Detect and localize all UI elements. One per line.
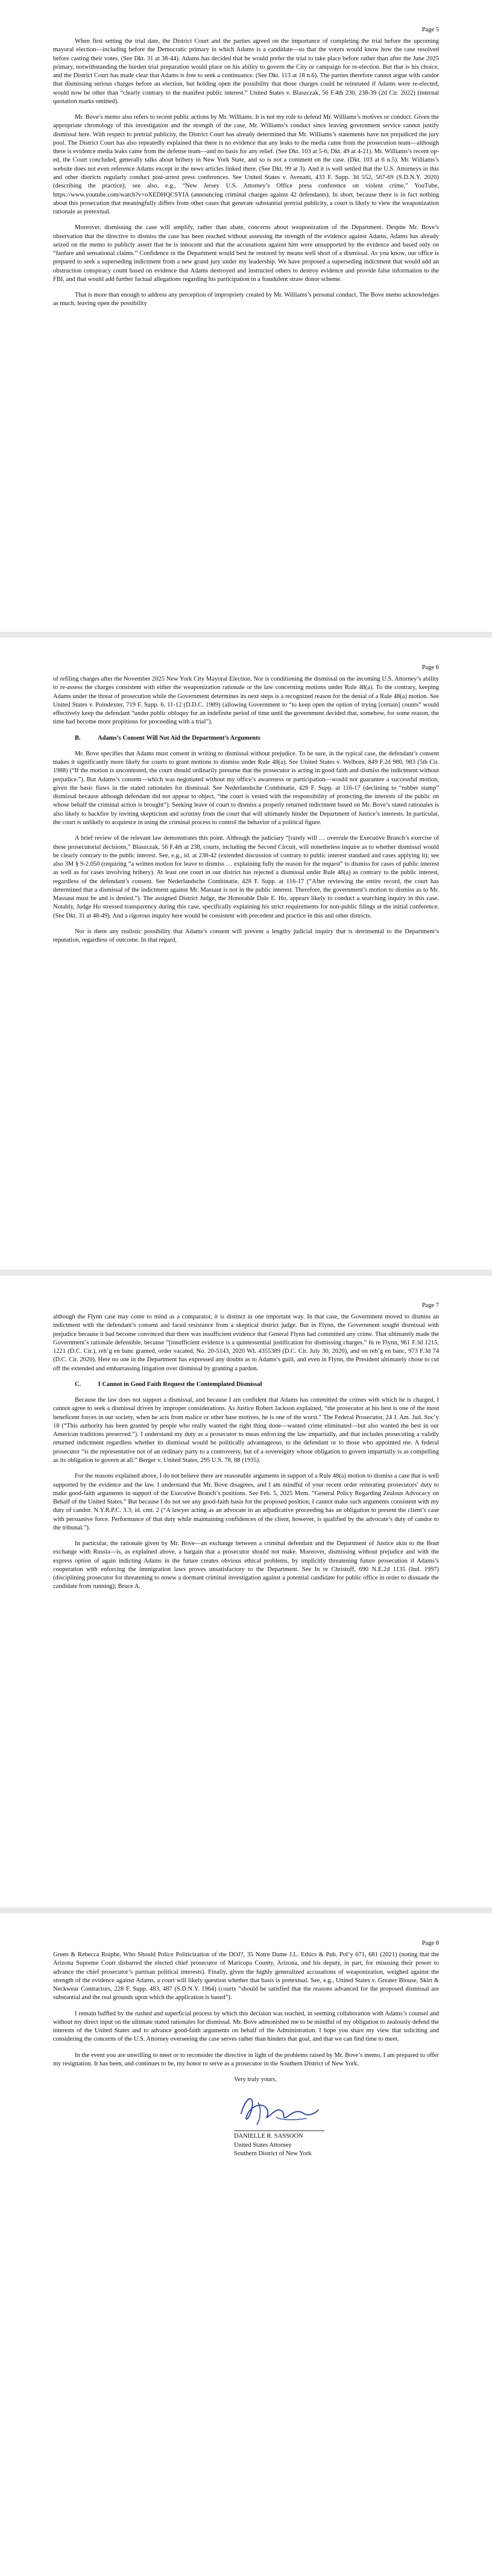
body-paragraph: In particular, the rationale given by Mr. Bove—an exchange between a criminal defendant and the Department of Justice akin to the Bout exchange with Russia—is, as explained above, a bargain that a prosecutor should not make. Moreover, dismissing without prejudice and with the express option of again indicting Adams in the future creates obvious ethical problems, by implicitly threatening future prosecution if Adams’s cooperation with enforcing the immigration laws proves unsatisfactory to the Department. See In re Christoff, 690 N.E.2d 1135 (Ind. 1997) (disciplining prosecutor for threatening to renew a dormant criminal investigation against a potential candidate for public office in order to dissuade the candidate from running); Bruce A. — [53, 1540, 439, 1590]
section-title: Adams’s Consent Will Not Aid the Department’s Arguments — [98, 734, 260, 742]
document-page — [0, 638, 492, 1270]
signature-line — [234, 2130, 324, 2131]
body-paragraph: although the Flynn case may come to mind as a comparator, it is distinct in one important way. In that case, the Government moved to dismiss an indictment with the defendant’s consent and faced resistance from a skeptical district judge. But in Flynn, the Government sought dismissal with prejudice because it had become convinced that there was insufficient evidence that General Flynn had committed any crime. That ultimately made the Government’s rationale defensible, because “[insufficient evidence is a quintessential justification for dismissing charges.” In re Flynn, 961 F.3d 1215, 1221 (D.C. Cir.), reh’g en banc granted, order vacated, No. 20-5143, 2020 WL 4355389 (D.C. Cir. July 30, 2020), and on reh’g en banc, 973 F.3d 74 (D.C. Cir. 2020). Here no one in the Department has expressed any doubts as to Adams’s guilt, and even in Flynn, the President ultimately chose to cut off the extended and embarrassing litigation over dismissal by granting a pardon. — [53, 1314, 439, 1372]
page-number: Page 6 — [421, 664, 439, 671]
signer-name: DANIELLE R. SASSOON — [234, 2132, 303, 2140]
section-heading — [53, 734, 439, 743]
signature-block — [234, 2076, 439, 2159]
document-page — [0, 1913, 492, 2576]
section-letter: B. — [75, 734, 81, 742]
document-page — [0, 1276, 492, 1907]
body-paragraph: A brief review of the relevant law demonstrates this point. Although the judiciary “[rarely will … overrule the Executive Branch’s exercise of these prosecutorial decisions,” Blaszczak, 56 F.4th at 238, courts, including the Second Circuit, will nonetheless inquire as to whether dismissal would be clearly contrary to the public interest. See, e.g., id. at 238-42 (extended discussion of contrary to public interest standard and cases applying it); see also 3M § 9-2.050 (requiring “a written motion for leave to dismiss … explaining fully the reason for the request” to dismiss for cases of public interest as well as for cases involving bribery). At least one court in our district has rejected a dismissal under Rule 48(a) as contrary to the public interest, regardless of the defendant’s consent. See Nederlandsche Combinatie, 428 F. Supp. at 116-17 (“After reviewing the entire record, the court has determined that a dismissal of the indictment against Mr. Massaut is not in the public interest. Therefore, the government’s motion to dismiss as to Mr. Massaut must be and is denied.”). The assigned District Judge, the Honorable Dale E. Ho, appears likely to conduct a searching inquiry in this case. Notably, Judge Ho stressed transparency during this case, specifically explaining his strict requirements for non-public filings at the initial conference. (See Dkt. 31 at 48-49). And a rigorous inquiry here would be consistent with precedent and practice in this and other districts. — [53, 835, 439, 919]
section-title: I Cannot in Good Faith Request the Contemplated Dismissal — [98, 1381, 262, 1388]
body-paragraph: Green & Rebecca Roiphe, Who Should Police Politicization of the DOJ?, 35 Notre Dame J.L. Ethics & Pub. Pol’y 671, 681 (2021) (noting that the Arizona Supreme Court disbarred the elected chief prosecutor of Maricopa County, Arizona, and his deputy, in part, for misusing their power to advance the chief prosecutor’s partisan political interests). Finally, given the highly generalized accusations of weaponization, weighed against the strength of the evidence against Adams, a court will likely question whether that basis is pretextual. See, e.g., United States v. Greater Blouse, Skirt & Neckwear Contractors, 228 F. Supp. 483, 487 (S.D.N.Y. 1964) (courts “should be satisfied that the reasons advanced for the proposed dismissal are substantial and the real grounds upon which the application is based”). — [53, 1951, 439, 2001]
document-page — [0, 0, 492, 632]
body-paragraph: Nor is there any realistic possibility that Adams’s consent will prevent a lengthy judicial inquiry that is detrimental to the Department’s reputation, regardless of outcome. In that regard, — [53, 928, 439, 944]
body-paragraph: I remain baffled by the rushed and superficial process by which this decision was reached, in seeming collaboration with Adams’s counsel and without my direct input on the ultimate stated rationales for dismissal. Mr. Bove admonished me to be mindful of my obligation to zealously defend the interests of the United States and to advance good-faith arguments on behalf of the Administration. I hope you share my view that soliciting and considering the concerns of the U.S. Attorney overseeing the case serves rather than hinders that goal, and that we can find time to meet. — [53, 2010, 439, 2043]
handwritten-signature — [234, 2089, 439, 2128]
signer-office: Southern District of New York — [234, 2150, 312, 2158]
body-paragraph: For the reasons explained above, I do not believe there are reasonable arguments in support of a Rule 48(a) motion to dismiss a case that is well supported by the evidence and the law. I understand that Mr. Bove disagrees, and I am mindful of your recent order reiterating prosecutors’ duty to make good-faith arguments in support of the Executive Branch’s positions. See Feb. 5, 2025 Mem. “General Policy Regarding Zealous Advocacy on Behalf of the United States.” But because I do not see any good-faith basis for the proposed position, I cannot make such arguments consistent with my duty of candor. N.Y.R.P.C. 3.3; id. cmt. 2 (“A lawyer acting as an advocate in an adjudicative proceeding has an obligation to present the client’s case with persuasive force. Performance of that duty while maintaining confidences of the client, however, is qualified by the advocate’s duty of candor to the tribunal.”). — [53, 1473, 439, 1531]
page-number: Page 8 — [421, 1940, 439, 1947]
section-heading — [53, 1381, 439, 1389]
body-paragraph: of refiling charges after the November 2025 New York City Mayoral Election. Nor is conditioning the dismissal on the incoming U.S. Attorney’s ability to re-assess the charges consistent with either the weaponization rationale or the law concerning motions under Rule 48(a). To the contrary, keeping Adams under the threat of prosecution while the Government determines its next steps is a recognized reason for the denial of a Rule 48(a) motion. See United States v. Poindexter, 719 F. Supp. 6, 11-12 (D.D.C. 1989) (allowing Government to “to keep open the option of trying [certain] counts” would effectively keep the defendant “under public obloquy for an indefinite period of time until the government decided that, somehow, for some reason, the time had become more propitious for proceeding with a trial”). — [53, 676, 439, 726]
body-paragraph: Because the law does not support a dismissal, and because I am confident that Adams has committed the crimes with which he is charged, I cannot agree to seek a dismissal driven by improper considerations. As Justice Robert Jackson explained, “the prosecutor at his best is one of the most beneficent forces in our society, when he acts from malice or other base motives, he is one of the worst.” The Federal Prosecutor, 24 J. Am. Jud. Soc’y 18 (“This authority has been granted by people who really wanted the right thing done—wanted crime eliminated—but also wanted the best in our American traditions preserved.”). I understand my duty as a prosecutor to mean enforcing the law impartially, and that includes prosecuting a validly returned indictment regardless whether its dismissal would be politically advantageous, to the defendant or to those who appointed me. A federal prosecutor “is the representative not of an ordinary party to a controversy, but of a sovereignty whose obligation to govern impartially is as compelling as its obligation to govern at all.” Berger v. United States, 295 U.S. 78, 88 (1935). — [53, 1397, 439, 1464]
signer-title: United States Attorney — [234, 2141, 292, 2149]
body-paragraph: That is more than enough to address any perception of impropriety created by Mr. Williams’s personal conduct. The Bove memo acknowledges as much, leaving open the possibility — [53, 292, 439, 307]
body-paragraph: Moreover, dismissing the case will amplify, rather than abate, concerns about weaponization of the Department. Despite Mr. Bove’s observation that the directive to dismiss the case has been reached without assessing the strength of the evidence against Adams, Adams has already seized on the memo to publicly assert that he is innocent and that the accusations against him were unsupported by the evidence and based only on “fanfare and sensational claims.” Confidence in the Department would best be restored by means well short of a dismissal. As you know, our office is prepared to seek a superseding indictment from a new grand jury under my leadership. We have proposed a superseding indictment that would add an obstruction conspiracy count based on evidence that Adams destroyed and instructed others to destroy evidence and provide false information to the FBI, and that would add further factual allegations regarding his participation in a fraudulent straw donor scheme. — [53, 224, 439, 283]
page-number: Page 7 — [421, 1302, 439, 1309]
page-number: Page 5 — [421, 27, 439, 33]
body-paragraph: Mr. Bove specifies that Adams must consent in writing to dismissal without prejudice. To be sure, in the typical case, the defendant’s consent makes it significantly more likely for courts to grant motions to dismiss under Rule 48(a). See United States v. Welborn, 849 F.2d 980, 983 (5th Cir. 1988) (“If the motion is uncontested, the court should ordinarily presume that the prosecutor is acting in good faith and dismiss the indictment without prejudice.”). But Adams’s consent—which was negotiated without my office’s awareness or participation—would not guarantee a successful motion, given the basic flaws in the stated rationales for dismissal. See Nederlandsche Combinatie, 428 F. Supp. at 116-17 (declining to “rubber stamp” dismissal because although defendant did not appear to object, “the court is vested with the responsibility of protecting the interests of the public on whose behalf the criminal action is brought”). Seeking leave of court to dismiss a properly returned indictment based on Mr. Bove’s stated rationales is also likely to backfire by inviting skepticism and scrutiny from the court that will ultimately hinder the Department of Justice’s interests. In particular, the court is unlikely to acquiesce in using the criminal process to control the behavior of a political figure. — [53, 750, 439, 826]
section-letter: C. — [75, 1381, 81, 1388]
body-paragraph: Mr. Bove’s memo also refers to recent public actions by Mr. Williams. It is not my role to defend Mr. Williams’s motives or conduct. Given the appropriate chronology of this investigation and the strength of the case, Mr. Williams’s conduct since leaving government service cannot justify dismissal here. With respect to pretrial publicity, the District Court has already determined that Mr. Williams’s statements have not prejudiced the jury pool. The District Court has also repeatedly explained that there is no evidence that any leaks to the media came from the prosecution team—although there is evidence media leaks came from the defense team—and no basis for any relief. (See Dkt. 103 at 5-6; Dkt. 49 at 4-21). Mr. Williams’s recent op-ed, the Court concluded, generally talks about bribery in New York State, and so is not a comment on the case. (Dkt. 103 at 6 n.5). Mr. Williams’s website does not even reference Adams except in the news articles linked there. (See Dkt. 99 at 3). And it is well settled that the U.S. Attorneys in this and other districts regularly conduct post-arrest press conferences. See United States v. Avenatti, 433 F. Supp. 3d 552, 567-69 (S.D.N.Y. 2020) (describing the practice); see also, e.g., “New Jersey U.S. Attorney’s Office press conference on violent crime,” YouTube, https://www.youtube.com/watch?v=oXEDHQCSYIA (announcing criminal charges against 42 defendants). In short, because there is in fact nothing about this prosecution that meaningfully differs from other cases that generate substantial pretrial publicity, a court is likely to view the weaponization rationale as pretextual. — [53, 114, 439, 216]
body-paragraph: When first setting the trial date, the District Court and the parties agreed on the importance of completing the trial before the upcoming mayoral election—including before the Democratic primary in which Adams is a candidate—so that the voters would know how the case resolved before casting their votes. (See Dkt. 31 at 38-44). Adams has decided that he would prefer the trial to take place before rather than after the June 2025 primary, notwithstanding the burden trial preparation would place on his ability to govern the City or campaign for re-election. But that is his choice, and the District Court has made clear that Adams is free to seek a continuance. (See Dkt. 113 at 18 n.6). The parties therefore cannot argue with candor that dismissing serious charges before an election, but holding open the possibility that those charges could be reinstated if Adams were re-elected, would now be other than “clearly contrary to the manifest public interest.” United States v. Blaszczak, 56 F.4th 230, 238-39 (2d Cir. 2022) (internal quotation marks omitted). — [53, 38, 439, 105]
closing-text: Very truly yours, — [234, 2076, 277, 2083]
body-paragraph: In the event you are unwilling to meet or to reconsider the directive in light of the problems raised by Mr. Bove’s memo, I am prepared to offer my resignation. It has been, and continues to be, my honor to serve as a prosecutor in the Southern District of New York. — [53, 2052, 439, 2067]
